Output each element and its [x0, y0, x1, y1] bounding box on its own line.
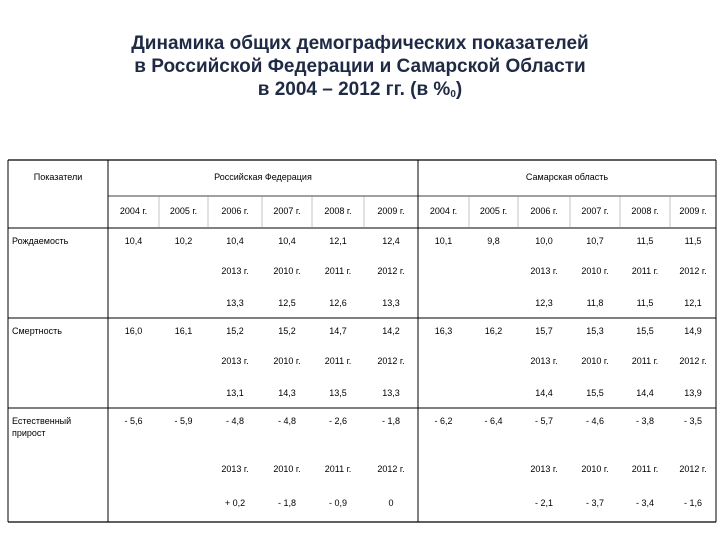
- rf-sub-value: 12,5: [278, 298, 296, 308]
- samara-value: 15,5: [636, 326, 654, 336]
- sub-year-header: 2011 г.: [324, 356, 352, 366]
- row-label: Рождаемость: [12, 236, 69, 246]
- samara-value: - 3,8: [635, 416, 654, 426]
- rf-value: 14,7: [329, 326, 347, 336]
- samara-sub-value: 13,9: [684, 388, 702, 398]
- year-header: 2006 г.: [221, 206, 249, 216]
- row-label: Смертность: [12, 326, 62, 336]
- title-line-1: Динамика общих демографических показателей: [131, 33, 589, 54]
- rf-value: 16,1: [174, 326, 193, 336]
- samara-sub-value: - 3,7: [585, 498, 604, 508]
- rf-value: 16,0: [124, 326, 143, 336]
- samara-value: 15,7: [535, 326, 553, 336]
- rf-value: 15,2: [226, 326, 244, 336]
- sub-year-header: 2013 г.: [221, 356, 249, 366]
- year-header: 2004 г.: [119, 206, 148, 216]
- samara-value: 11,5: [684, 236, 702, 246]
- rf-sub-value: 13,3: [382, 298, 400, 308]
- rf-sub-value: 13,1: [226, 388, 244, 398]
- samara-value: - 3,5: [683, 416, 702, 426]
- rf-value: 15,2: [278, 326, 296, 336]
- samara-value: 10,0: [535, 236, 553, 246]
- rf-value: 10,2: [174, 236, 193, 246]
- rf-sub-value: + 0,2: [224, 498, 246, 508]
- year-header: 2008 г.: [324, 206, 352, 216]
- rf-sub-value: 13,5: [329, 388, 347, 398]
- sub-year-header: 2012 г.: [377, 356, 405, 366]
- samara-value: 10,1: [434, 236, 453, 246]
- samara-value: - 6,2: [434, 416, 453, 426]
- rf-sub-value: 12,6: [329, 298, 347, 308]
- col-header-indicators: Показатели: [33, 172, 83, 182]
- sub-year-header: 2012 г.: [679, 266, 707, 276]
- year-header: 2009 г.: [377, 206, 405, 216]
- year-header: 2007 г.: [273, 206, 301, 216]
- sub-year-header: 2010 г.: [273, 464, 301, 474]
- samara-sub-value: - 2,1: [534, 498, 553, 508]
- sub-year-header: 2011 г.: [631, 266, 659, 276]
- rf-value: - 4,8: [277, 416, 296, 426]
- sub-year-header: 2010 г.: [273, 266, 301, 276]
- samara-sub-value: 14,4: [535, 388, 553, 398]
- samara-value: 16,3: [434, 326, 453, 336]
- samara-value: 14,9: [684, 326, 702, 336]
- rf-value: 12,4: [382, 236, 400, 246]
- sub-year-header: 2012 г.: [377, 266, 405, 276]
- rf-sub-value: - 0,9: [328, 498, 347, 508]
- sub-year-header: 2012 г.: [377, 464, 405, 474]
- sub-year-header: 2010 г.: [581, 464, 609, 474]
- samara-value: - 5,7: [534, 416, 553, 426]
- rf-value: 10,4: [124, 236, 143, 246]
- rf-value: - 4,8: [225, 416, 244, 426]
- sub-year-header: 2013 г.: [221, 464, 249, 474]
- year-header: 2009 г.: [679, 206, 707, 216]
- samara-sub-value: 12,1: [684, 298, 702, 308]
- sub-year-header: 2010 г.: [581, 266, 609, 276]
- year-header: 2005 г.: [479, 206, 508, 216]
- title-line-3-suffix: ): [455, 79, 463, 100]
- samara-sub-value: 15,5: [586, 388, 604, 398]
- rf-value: 14,2: [382, 326, 400, 336]
- samara-value: - 4,6: [585, 416, 604, 426]
- sub-year-header: 2010 г.: [581, 356, 609, 366]
- rf-value: - 2,6: [328, 416, 347, 426]
- row-label: Естественный: [12, 416, 72, 426]
- rf-value: - 5,9: [174, 416, 193, 426]
- sub-year-header: 2012 г.: [679, 356, 707, 366]
- year-header: 2007 г.: [581, 206, 609, 216]
- col-header-samara: Самарская область: [525, 172, 609, 182]
- sub-year-header: 2013 г.: [221, 266, 249, 276]
- sub-year-header: 2013 г.: [530, 266, 558, 276]
- rf-sub-value: 14,3: [278, 388, 296, 398]
- rf-sub-value: 13,3: [382, 388, 400, 398]
- year-header: 2008 г.: [631, 206, 659, 216]
- samara-sub-value: 11,8: [586, 298, 604, 308]
- samara-sub-value: 12,3: [535, 298, 553, 308]
- sub-year-header: 2011 г.: [324, 266, 352, 276]
- year-header: 2005 г.: [169, 206, 198, 216]
- col-header-rf: Российская Федерация: [214, 172, 312, 182]
- rf-sub-value: 13,3: [226, 298, 244, 308]
- title-line-3-prefix: в 2004 – 2012 гг. (в %: [257, 79, 451, 100]
- rf-value: 10,4: [278, 236, 296, 246]
- samara-value: 11,5: [636, 236, 654, 246]
- title-line-3-sub: 0: [450, 89, 456, 100]
- samara-sub-value: - 1,6: [683, 498, 702, 508]
- rf-sub-value: - 1,8: [277, 498, 296, 508]
- samara-value: - 6,4: [484, 416, 503, 426]
- rf-value: 12,1: [329, 236, 347, 246]
- sub-year-header: 2010 г.: [273, 356, 301, 366]
- samara-sub-value: - 3,4: [635, 498, 654, 508]
- sub-year-header: 2011 г.: [324, 464, 352, 474]
- rf-sub-value: 0: [388, 498, 394, 508]
- samara-value: 15,3: [586, 326, 604, 336]
- sub-year-header: 2011 г.: [631, 356, 659, 366]
- sub-year-header: 2011 г.: [631, 464, 659, 474]
- rf-value: - 5,6: [124, 416, 143, 426]
- rf-value: - 1,8: [381, 416, 400, 426]
- year-header: 2004 г.: [429, 206, 458, 216]
- row-label-line2: прирост: [12, 428, 46, 438]
- rf-value: 10,4: [226, 236, 244, 246]
- samara-value: 9,8: [487, 236, 500, 246]
- title-line-2: в Российской Федерации и Самарской Области: [134, 56, 586, 77]
- sub-year-header: 2013 г.: [530, 356, 558, 366]
- sub-year-header: 2013 г.: [530, 464, 558, 474]
- year-header: 2006 г.: [530, 206, 558, 216]
- samara-value: 10,7: [586, 236, 604, 246]
- samara-value: 16,2: [484, 326, 503, 336]
- samara-sub-value: 11,5: [636, 298, 654, 308]
- sub-year-header: 2012 г.: [679, 464, 707, 474]
- samara-sub-value: 14,4: [636, 388, 654, 398]
